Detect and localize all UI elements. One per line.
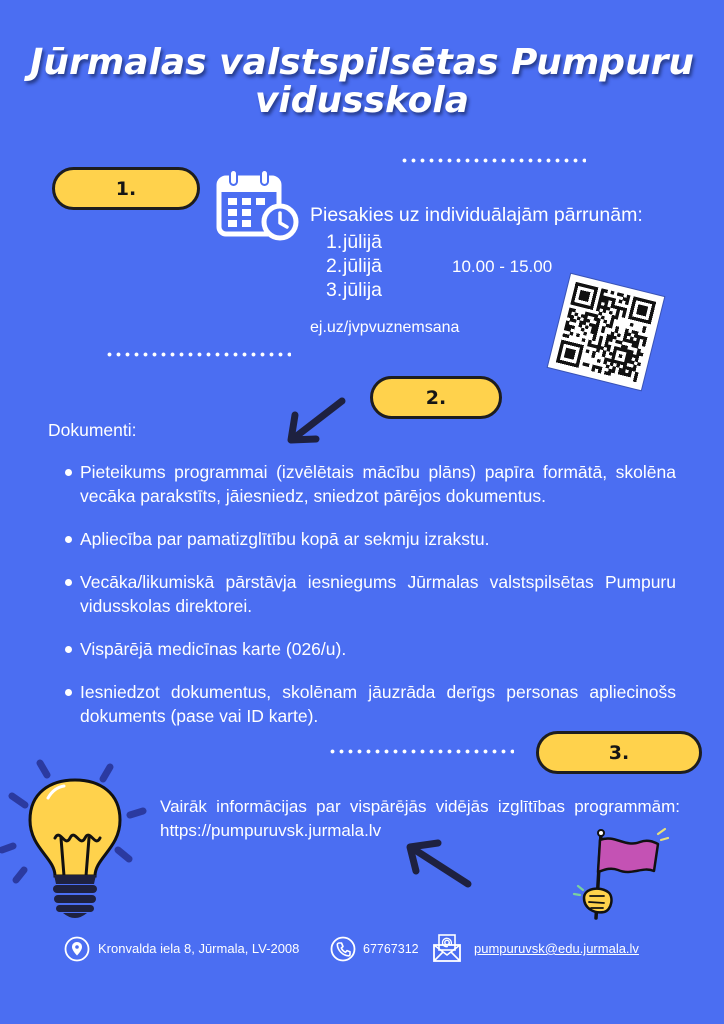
qr-module [583, 332, 587, 336]
list-item [80, 680, 676, 728]
qr-module [618, 299, 622, 303]
qr-module [574, 312, 578, 316]
date-item [326, 278, 382, 302]
interview-heading: Piesakies uz individuālajām pārrunām: [310, 204, 643, 226]
list-item-text: Iesniedzot dokumentus, skolēnam jāuzrāda derīgs personas apliecinošs dokuments (pase vai ID karte). [80, 682, 676, 726]
footer-address: Kronvalda iela 8, Jūrmala, LV-2008 [98, 941, 300, 956]
arrow-icon [400, 836, 475, 891]
step-1-label: 1. [115, 177, 137, 200]
date-item [326, 230, 382, 254]
list-item [80, 460, 676, 508]
footer-phone: 67767312 [363, 942, 419, 956]
qr-module [603, 320, 607, 324]
step-3-badge [536, 731, 702, 774]
flag-icon [570, 826, 670, 926]
list-item [80, 637, 676, 661]
bullet-icon [65, 579, 72, 586]
dotted-divider [400, 158, 586, 163]
page-title [0, 44, 724, 120]
dotted-divider [105, 352, 291, 357]
bullet-icon [65, 689, 72, 696]
date-marker: 2. [326, 255, 343, 277]
list-item [80, 527, 676, 551]
list-item-text: Vispārējā medicīnas karte (026/u). [80, 639, 347, 659]
email-icon [432, 933, 462, 963]
qr-module [576, 333, 580, 337]
date-marker: 3. [326, 279, 343, 301]
dotted-divider [328, 749, 514, 754]
qr-module [598, 312, 602, 316]
list-item-text: Pieteikums programmai (izvēlētais mācību plāns) papīra formātā, skolēna vecāka parakstīts, jāiesniedz, sniedzot pārējos dokumentus. [80, 462, 676, 506]
bullet-icon [65, 536, 72, 543]
qr-module [582, 338, 586, 342]
date-text: jūlijā [343, 255, 383, 277]
more-info-text: Vairāk informācijas par vispārējās vidējās izglītības programmām: [160, 797, 680, 816]
title-line-1: Jūrmalas valstspilsētas Pumpuru [29, 42, 695, 83]
date-text: jūlijā [343, 231, 383, 253]
interview-time: 10.00 - 15.00 [452, 257, 553, 276]
phone-icon [330, 936, 356, 962]
date-text: jūlija [343, 279, 383, 301]
qr-module [617, 333, 621, 337]
step-1-badge [52, 167, 200, 210]
step-2-badge [370, 376, 502, 419]
website-link[interactable]: https://pumpuruvsk.jurmala.lv [160, 821, 382, 840]
step-3-label: 3. [608, 741, 630, 764]
list-item-text: Vecāka/likumiskā pārstāvja iesniegums Jūrmalas valstspilsētas Pumpuru vidusskolas direktorei. [80, 572, 676, 616]
qr-module [618, 354, 622, 358]
bullet-icon [65, 646, 72, 653]
registration-link[interactable]: ej.uz/jvpvuznemsana [310, 319, 460, 336]
location-icon [64, 936, 90, 962]
calendar-icon [216, 168, 300, 242]
qr-module [585, 325, 589, 329]
documents-list [80, 460, 676, 747]
qr-module [586, 349, 590, 353]
interview-dates [326, 230, 382, 302]
date-marker: 1. [326, 231, 343, 253]
qr-module [637, 362, 641, 366]
qr-module [577, 316, 581, 320]
qr-module [581, 328, 585, 332]
arrow-icon [280, 392, 350, 452]
qr-code-icon [548, 274, 664, 390]
title-line-2: vidusskola [254, 80, 470, 121]
lightbulb-icon [0, 758, 150, 923]
date-item [326, 254, 382, 278]
footer-email[interactable]: pumpuruvsk@edu.jurmala.lv [474, 941, 639, 956]
qr-module [597, 359, 601, 363]
qr-module [601, 316, 605, 320]
qr-module [630, 323, 634, 327]
qr-module [569, 332, 573, 336]
qr-module [609, 311, 613, 315]
qr-module [606, 365, 610, 369]
step-2-label: 2. [425, 386, 447, 409]
list-item-text: Apliecība par pamatizglītību kopā ar sekmju izrakstu. [80, 529, 490, 549]
list-item [80, 570, 676, 618]
qr-module [610, 291, 614, 295]
documents-heading: Dokumenti: [48, 420, 137, 440]
bullet-icon [65, 469, 72, 476]
